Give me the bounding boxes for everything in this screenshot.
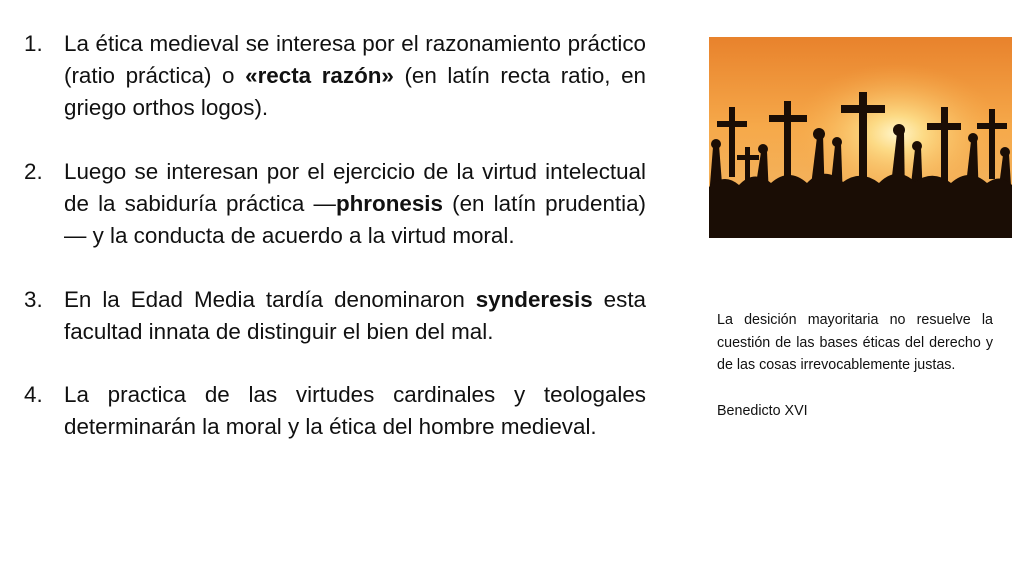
quote-author: Benedicto XVI [717,402,808,419]
quote-text: La desición mayoritaria no resuelve la cuestión de las bases éticas del derecho y de las cosas irrevocablemente justas. [717,312,993,373]
point-number: 1. [24,31,43,56]
point-number: 2. [24,159,43,184]
crosses-sunset-photo [709,37,1012,238]
point-text: Luego se interesan por el ejercicio de la virtud intelectual de la sabiduría práctica — [64,159,646,216]
point-3 [24,284,646,348]
point-text: En la Edad Media tardía denominaron [64,287,476,312]
point-4 [24,379,646,443]
point-number: 3. [24,287,43,312]
point-1 [24,28,646,124]
point-number: 4. [24,382,43,407]
quote-block [717,309,993,422]
point-text-tail: esta facultad innata de distinguir el bien del mal. [64,287,646,344]
point-2 [24,156,646,252]
point-emphasis: phronesis [335,191,443,216]
point-text-tail: (en latín prudentia)— y la conducta de acuerdo a la virtud moral. [64,191,647,248]
point-text-tail: (en latín recta ratio, en griego orthos logos). [64,63,646,120]
numbered-points-list [24,28,646,475]
crowd-with-crosses-illustration [709,37,1012,238]
point-text: La ética medieval se interesa por el razonamiento práctico (ratio práctica) o [64,31,646,88]
point-emphasis: «recta razón» [245,63,394,88]
point-text: La practica de las virtudes cardinales y teologales determinarán la moral y la ética del hombre medieval. [64,382,646,439]
point-emphasis: synderesis [475,287,593,312]
